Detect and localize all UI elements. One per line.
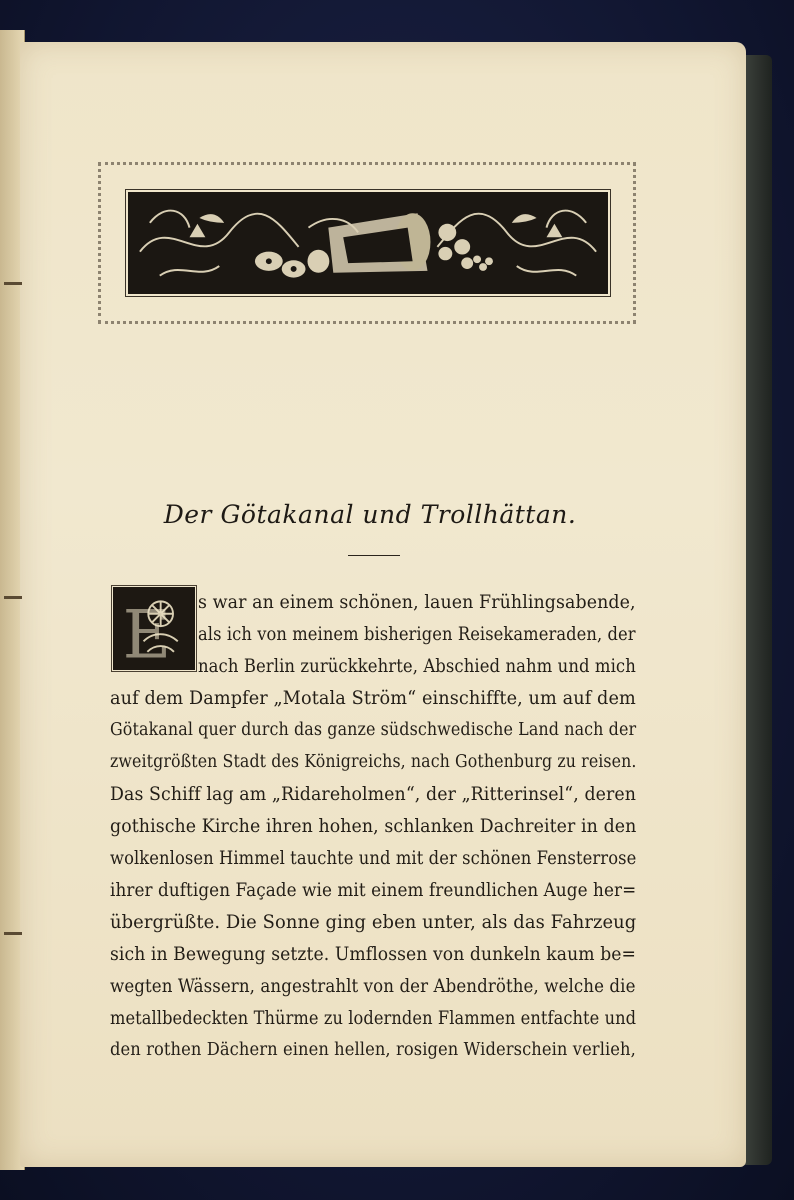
- binding-stitch: [4, 932, 22, 935]
- text-line: ihrer duftigen Façade wie mit einem freundlichen Auge her=: [110, 880, 637, 901]
- text-line: auf dem Dampfer „Motala Ström“ einschiffte, um auf dem: [110, 688, 636, 709]
- binding-stitch: [4, 596, 22, 599]
- drop-cap-letter: E: [122, 595, 172, 668]
- text-line: den rothen Dächern einen hellen, rosigen Widerschein verlieh,: [110, 1040, 636, 1060]
- text-line: Götakanal quer durch das ganze südschwedische Land nach der: [110, 720, 637, 740]
- text-line: sich in Bewegung setzte. Umflossen von dunkeln kaum be=: [110, 944, 637, 965]
- text-line: als ich von meinem bisherigen Reisekameraden, der: [198, 624, 636, 645]
- chapter-title: Der Götakanal und Trollhättan.: [163, 500, 577, 529]
- title-rule: [348, 555, 400, 556]
- cornucopia-headpiece: [128, 192, 608, 294]
- drop-cap-initial: [113, 587, 195, 670]
- text-line: wegten Wässern, angestrahlt von der Abendröthe, welche die: [110, 976, 636, 997]
- text-line: s war an einem schönen, lauen Frühlingsabende,: [198, 592, 636, 613]
- text-line: zweitgrößten Stadt des Königreichs, nach Gothenburg zu reisen.: [110, 752, 637, 772]
- text-line: wolkenlosen Himmel tauchte und mit der schönen Fensterrose: [110, 848, 637, 869]
- text-line: Das Schiff lag am „Ridareholmen“, der „Ritterinsel“, deren: [110, 784, 637, 805]
- text-line: gothische Kirche ihren hohen, schlanken Dachreiter in den: [110, 816, 637, 837]
- text-line: übergrüßte. Die Sonne ging eben unter, als das Fahrzeug: [110, 912, 637, 933]
- text-line: metallbedeckten Thürme zu lodernden Flammen entfachte und: [110, 1008, 637, 1029]
- binding-stitch: [4, 282, 22, 285]
- text-line: nach Berlin zurückkehrte, Abschied nahm und mich: [198, 656, 636, 677]
